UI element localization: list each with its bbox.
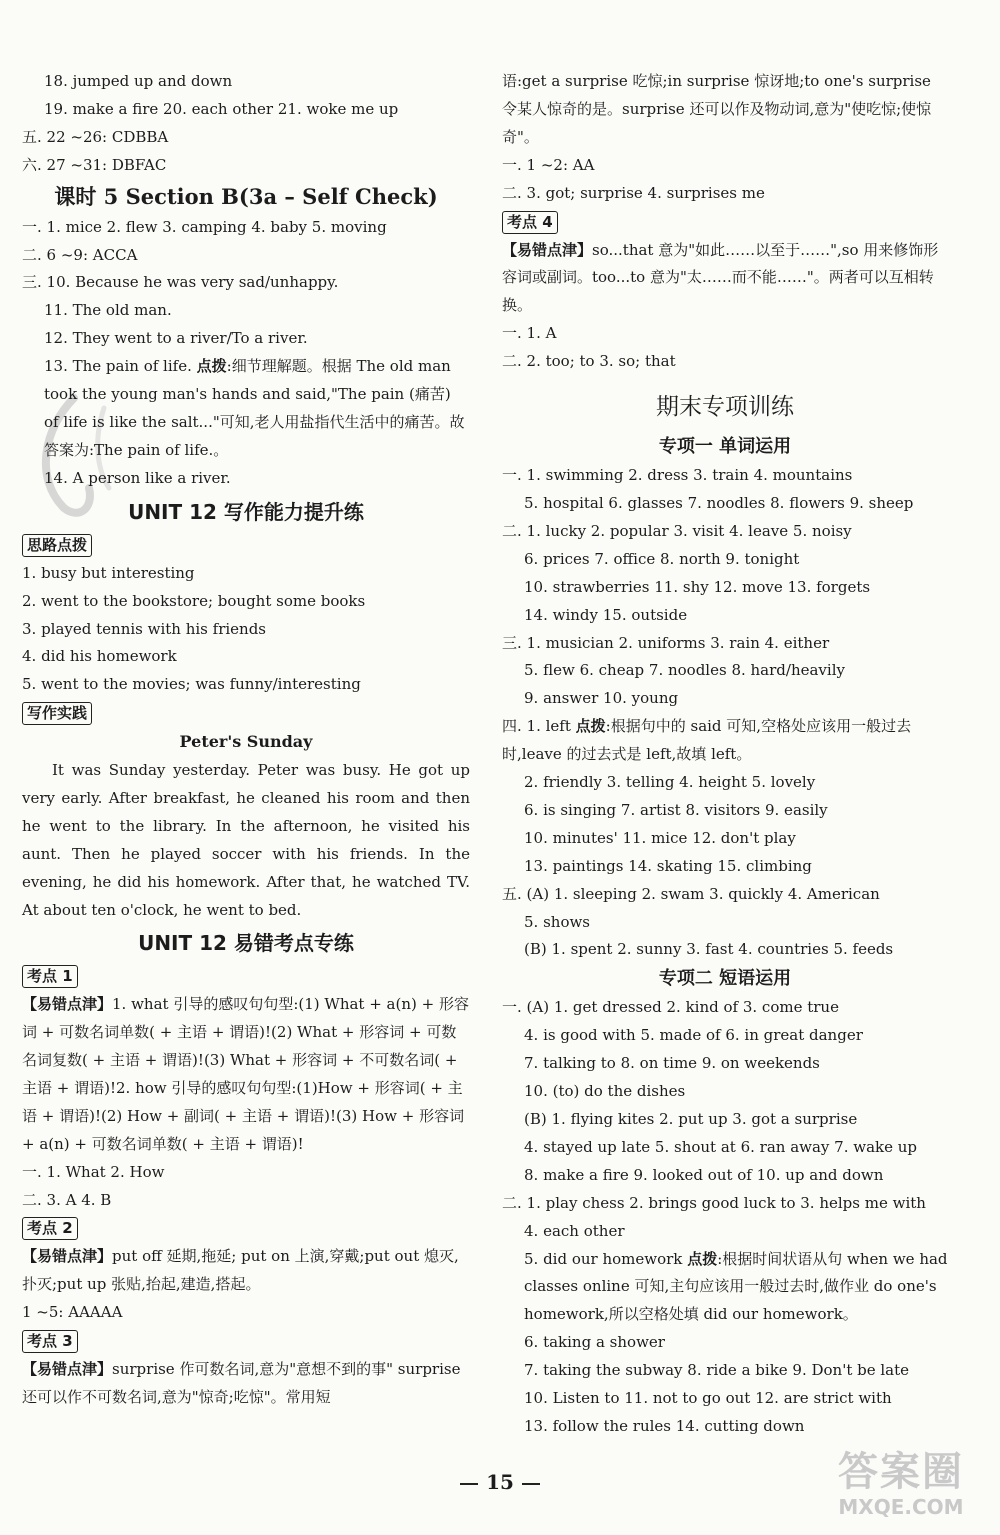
tip-paragraph bbox=[22, 991, 470, 1158]
answer-line: 2. went to the bookstore; bought some books bbox=[22, 591, 366, 610]
answer-line: 18. jumped up and down bbox=[44, 72, 233, 90]
answer-line: 三. 10. Because he was very sad/unhappy. bbox=[22, 273, 339, 292]
answer-line: 五. (A) 1. sleeping 2. swam 3. quickly 4. American bbox=[502, 884, 880, 903]
answer-line: 一. 1. swimming 2. dress 3. train 4. mountains bbox=[502, 466, 853, 485]
answer-line: 一. (A) 1. get dressed 2. kind of 3. come true bbox=[502, 998, 839, 1017]
answer-line: 4. each other bbox=[524, 1221, 625, 1240]
key-point-label: 考点 4 bbox=[502, 211, 558, 234]
dash-right bbox=[522, 1483, 540, 1485]
section-box-label: 写作实践 bbox=[22, 702, 92, 725]
answer-line: 7. taking the subway 8. ride a bike 9. Don't be late bbox=[524, 1361, 910, 1380]
tip-paragraph bbox=[22, 1243, 470, 1299]
hint-label: 点拨 bbox=[687, 1249, 718, 1268]
hint-label: 点拨 bbox=[196, 357, 227, 376]
page-number: 15 bbox=[486, 1470, 514, 1494]
answer-line: 6. taking a shower bbox=[524, 1333, 665, 1352]
phrase-use-answers bbox=[502, 1329, 948, 1441]
answer-line: 1. busy but interesting bbox=[22, 563, 195, 582]
key-point-label: 考点 3 bbox=[22, 1330, 78, 1353]
answer-line: 19. make a fire 20. each other 21. woke me up bbox=[44, 99, 399, 118]
answer-line: (B) 1. flying kites 2. put up 3. got a surprise bbox=[524, 1110, 858, 1128]
answer-line: 10. (to) do the dishes bbox=[524, 1082, 686, 1101]
section-title: 专项一 单词运用 bbox=[658, 436, 792, 458]
answer-line: 一. 1. mice 2. flew 3. camping 4. baby 5. moving bbox=[22, 217, 387, 236]
tip-paragraph bbox=[502, 237, 948, 321]
left-column bbox=[22, 68, 470, 1412]
final-training-title: 期末专项训练 bbox=[656, 394, 794, 421]
answer-line: 4. did his homework bbox=[22, 647, 177, 666]
answer-line: 9. answer 10. young bbox=[524, 689, 679, 708]
watermark-logo bbox=[816, 1449, 986, 1529]
answer-line: 13. paintings 14. skating 15. climbing bbox=[524, 856, 812, 875]
unit-heading: UNIT 12 易错考点专练 bbox=[138, 931, 354, 956]
answer-line: 二. 1. lucky 2. popular 3. visit 4. leave 5. noisy bbox=[502, 521, 852, 540]
answer-line: 二. 1. play chess 2. brings good luck to 3. helps me with bbox=[502, 1193, 926, 1212]
right-column bbox=[502, 68, 948, 1441]
answer-line: 10. strawberries 11. shy 12. move 13. forgets bbox=[524, 577, 871, 596]
essay-body: It was Sunday yesterday. Peter was busy. He got up very early. After breakfast, he cleaned his room and then he went to the library. In the afternoon, he visited his aunt. Then he played soccer with his friends. In the evening, he did his homework. After that, he watched TV. At about ten o'clock, he went to bed. bbox=[22, 761, 470, 920]
answer-line: 一. 1. A bbox=[502, 324, 557, 343]
answer-line: 7. talking to 8. on time 9. on weekends bbox=[524, 1054, 820, 1073]
hint-text: :根据句中的 said 可知,空格处应该用一般过去时,leave 的过去式是 left,故填 left。 bbox=[502, 717, 912, 764]
word-use-answers bbox=[502, 769, 948, 964]
answer-line: 13. follow the rules 14. cutting down bbox=[524, 1416, 805, 1435]
answer-line: 14. windy 15. outside bbox=[524, 605, 688, 624]
word-use-answers bbox=[502, 462, 948, 713]
answer-line: 6. prices 7. office 8. north 9. tonight bbox=[524, 549, 800, 568]
tip-continuation: 语:get a surprise 吃惊;in surprise 惊讶地;to one's surprise 令某人惊奇的是。surprise 还可以作及物动词,意为"使吃惊;使惊奇"。 bbox=[502, 72, 932, 146]
answer-line: 5. went to the movies; was funny/interesting bbox=[22, 675, 361, 694]
section-title: 专项二 短语运用 bbox=[658, 968, 792, 990]
tip-text: so...that 意为"如此……以至于……",so 用来修饰形容词或副词。too...to 意为"太……而不能……"。两者可以互相转换。 bbox=[502, 240, 939, 315]
answer-with-hint bbox=[502, 1246, 948, 1330]
answer-line: 二. 3. A 4. B bbox=[22, 1190, 112, 1209]
dash-left bbox=[460, 1483, 478, 1485]
answer-line: (B) 1. spent 2. sunny 3. fast 4. countries 5. feeds bbox=[524, 940, 894, 959]
section-box-label: 思路点拨 bbox=[22, 534, 92, 557]
answer-line: 二. 3. got; surprise 4. surprises me bbox=[502, 183, 765, 202]
answer-line: 11. The old man. bbox=[44, 301, 172, 320]
phrase-use-answers bbox=[502, 994, 948, 1245]
tip-text: surprise 作可数名词,意为"意想不到的事" surprise 还可以作不可数名词,意为"惊奇;吃惊"。常用短 bbox=[22, 1360, 461, 1407]
hint-text: :细节理解题。根据 The old man took the young man's hands and said,"The pain (痛苦) of life is like the salt..."可知,老人用盐指代生活中的痛苦。故答案为:The pain of life.。 bbox=[44, 357, 465, 459]
answer-line: 一. 1 ~2: AA bbox=[502, 155, 595, 174]
answer-line: 5. flew 6. cheap 7. noodles 8. hard/heavily bbox=[524, 661, 845, 680]
answer-line: 14. A person like a river. bbox=[44, 468, 231, 487]
hint-label: 点拨 bbox=[575, 717, 606, 736]
answer-line: 5. hospital 6. glasses 7. noodles 8. flowers 9. sheep bbox=[524, 493, 914, 512]
answer-line: 一. 1. What 2. How bbox=[22, 1162, 165, 1181]
tip-tag: 【易错点津】 bbox=[22, 995, 113, 1014]
tip-tag: 【易错点津】 bbox=[22, 1247, 113, 1266]
hint-text: :根据时间状语从句 when we had classes online 可知,主句应该用一般过去时,做作业 do one's homework,所以空格处填 did our homework。 bbox=[524, 1249, 948, 1324]
answer-line: 2. friendly 3. telling 4. height 5. lovely bbox=[524, 773, 816, 792]
lesson-title: 课时 5 Section B(3a – Self Check) bbox=[54, 183, 438, 209]
watermark-site: MXQE.COM bbox=[838, 1495, 964, 1519]
answer-line: 五. 22 ~26: CDBBA bbox=[22, 127, 169, 146]
answer-with-hint bbox=[22, 353, 470, 465]
answer-text: 13. The pain of life. bbox=[44, 357, 192, 376]
answer-line: 12. They went to a river/To a river. bbox=[44, 329, 308, 348]
tip-tag: 【易错点津】 bbox=[502, 240, 593, 259]
answer-line: 10. Listen to 11. not to go out 12. are strict with bbox=[524, 1389, 892, 1408]
tip-text: put off 延期,拖延; put on 上演,穿戴;put out 熄灭,扑灭;put up 张贴,抬起,建造,搭起。 bbox=[22, 1247, 459, 1294]
tip-tag: 【易错点津】 bbox=[22, 1360, 113, 1379]
tip-text: 1. what 引导的感叹句句型:(1) What + a(n) + 形容词 + 可数名词单数( + 主语 + 谓语)!(2) What + 形容词 + 可数名词复数( + 主语 + 谓语)!(3) What + 形容词 + 不可数名词( + 主语 + 谓语)!2. how 引导的感叹句句型:(1)How + 形容词( + 主语 + 谓语)!(2) How + 副词( + 主语 + 谓语)!(3) How + 形容词 + a(n) + 可数名词单数( + 主语 + 谓语)! bbox=[22, 995, 469, 1153]
tip-paragraph bbox=[22, 1356, 470, 1412]
answer-with-hint bbox=[502, 713, 948, 769]
answer-line: 三. 1. musician 2. uniforms 3. rain 4. either bbox=[502, 633, 830, 652]
answer-line: 4. stayed up late 5. shout at 6. ran away 7. wake up bbox=[524, 1137, 918, 1156]
watermark-icon: 答案圈 bbox=[838, 1448, 964, 1495]
key-point-label: 考点 1 bbox=[22, 965, 78, 988]
answer-line: 1 ~5: AAAAA bbox=[22, 1303, 123, 1322]
answer-line: 3. played tennis with his friends bbox=[22, 619, 267, 638]
answer-line: 5. shows bbox=[524, 912, 591, 931]
answer-line: 4. is good with 5. made of 6. in great danger bbox=[524, 1026, 863, 1045]
answer-line: 6. is singing 7. artist 8. visitors 9. easily bbox=[524, 800, 828, 819]
answer-line: 8. make a fire 9. looked out of 10. up and down bbox=[524, 1165, 884, 1184]
answer-line: 二. 6 ~9: ACCA bbox=[22, 245, 138, 264]
answer-text: 四. 1. left bbox=[502, 717, 571, 736]
unit-heading: UNIT 12 写作能力提升练 bbox=[128, 499, 364, 524]
answer-line: 二. 2. too; to 3. so; that bbox=[502, 352, 676, 371]
answer-line: 六. 27 ~31: DBFAC bbox=[22, 155, 167, 174]
answer-text: 5. did our homework bbox=[524, 1249, 683, 1268]
key-point-label: 考点 2 bbox=[22, 1217, 78, 1240]
answer-line: 10. minutes' 11. mice 12. don't play bbox=[524, 828, 796, 847]
essay-title: Peter's Sunday bbox=[179, 732, 313, 752]
